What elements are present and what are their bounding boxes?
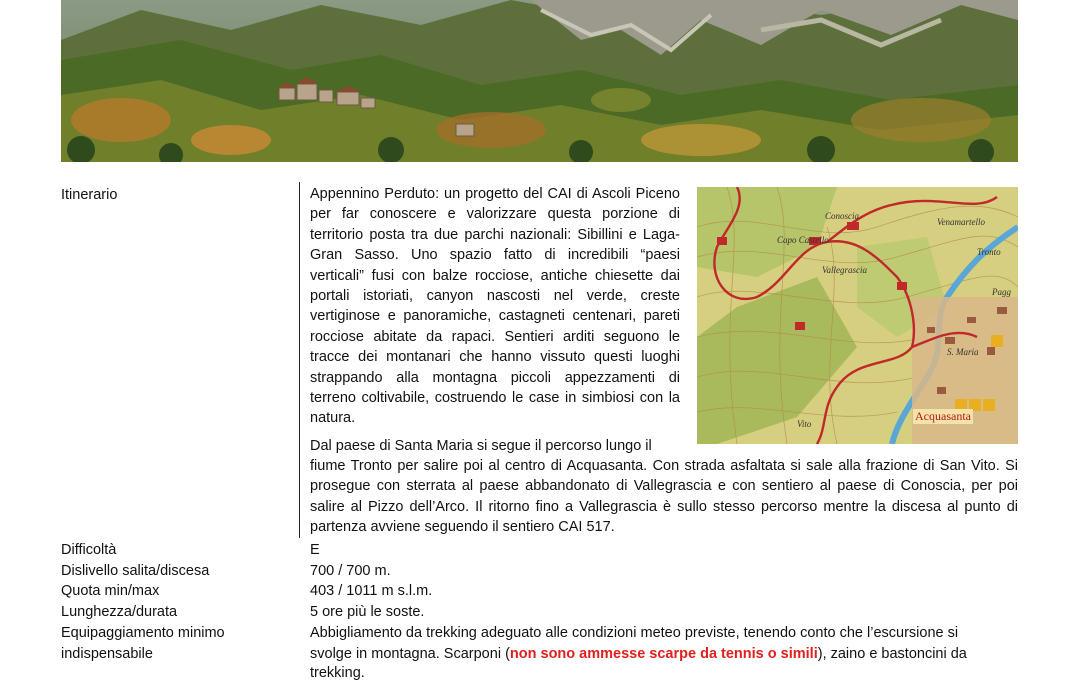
equipaggiamento-line3: trekking. [310, 665, 365, 681]
itinerario-label: Itinerario [61, 187, 118, 203]
equipaggiamento-line2-post: ), zaino e bastoncini da [817, 646, 967, 662]
map-place-vallegrascia: Vallegrascia [822, 265, 867, 275]
lunghezza-value: 5 ore più le soste. [310, 604, 425, 620]
itinerario-route-text-start: Dal paese di Santa Maria si segue il percorso lungo il [310, 438, 652, 454]
map-place-capo-castello: Capo Castello [777, 235, 829, 245]
map-place-santa-maria: S. Maria [947, 347, 979, 357]
lunghezza-label: Lunghezza/durata [61, 604, 178, 620]
quota-label: Quota min/max [61, 583, 160, 599]
itinerario-route-text: fiume Tronto per salire poi al centro di Acquasanta. Con strada asfaltata si sale alla frazione di San Vito. Si prosegue con sterrata al paese abbandonato di Vallegrascia e con sentiero al paese di Conoscia, per poi salire al Pizzo dell’Arco. Il ritorno fino a Vallegrascia è sullo stesso percorso mentre la discesa al punto di partenza avviene seguendo il sentiero CAI 517. [310, 458, 1018, 536]
difficolta-value: E [310, 542, 320, 558]
column-divider [299, 182, 300, 538]
difficolta-label: Difficoltà [61, 542, 117, 558]
itinerario-intro-text: Appennino Perduto: un progetto del CAI di Ascoli Piceno per far conoscere e valorizzare questa porzione di territorio posta tra due parchi nazionali: Sibillini e Laga-Gran Sasso. Uno spazio fatto di incredibili “paesi verticali” fusi con balze rocciose, antiche chiesette dai portali istoriati, canyon nascosti nel verde, creste vertiginose e panoramiche, castagneti centenari, pareti rocciose abitate da rapaci. Sentieri arditi seguono le tracce dei montanari che hanno vissuto questi luoghi strappando alla montagna piccoli appezzamenti di terreno coltivabile, costruendo le case in simbiosi con la natura. [310, 186, 680, 427]
map-town-label: Acquasanta [915, 409, 971, 423]
equipaggiamento-line2-pre: svolge in montagna. Scarponi ( [310, 646, 510, 662]
equipaggiamento-line2 [310, 644, 967, 664]
map-place-venamartello: Venamartello [937, 217, 985, 227]
map-place-conoscia: Conoscia [825, 211, 860, 221]
quota-value: 403 / 1011 m s.l.m. [310, 583, 433, 599]
landscape-photo [61, 0, 1018, 162]
equipaggiamento-label-line2: indispensabile [61, 646, 153, 662]
equipaggiamento-label-line1: Equipaggiamento minimo [61, 625, 225, 641]
map-place-vito: Vito [797, 419, 812, 429]
equipaggiamento-line1: Abbigliamento da trekking adeguato alle condizioni meteo previste, tenendo conto che l’escursione si [310, 625, 959, 641]
dislivello-label: Dislivello salita/discesa [61, 563, 210, 579]
equipaggiamento-warning: non sono ammesse scarpe da tennis o simili [509, 646, 818, 662]
route-map [697, 187, 1018, 444]
map-place-pagg: Pagg [992, 287, 1011, 297]
dislivello-value: 700 / 700 m. [310, 563, 391, 579]
map-place-tronto: Tronto [977, 247, 1001, 257]
